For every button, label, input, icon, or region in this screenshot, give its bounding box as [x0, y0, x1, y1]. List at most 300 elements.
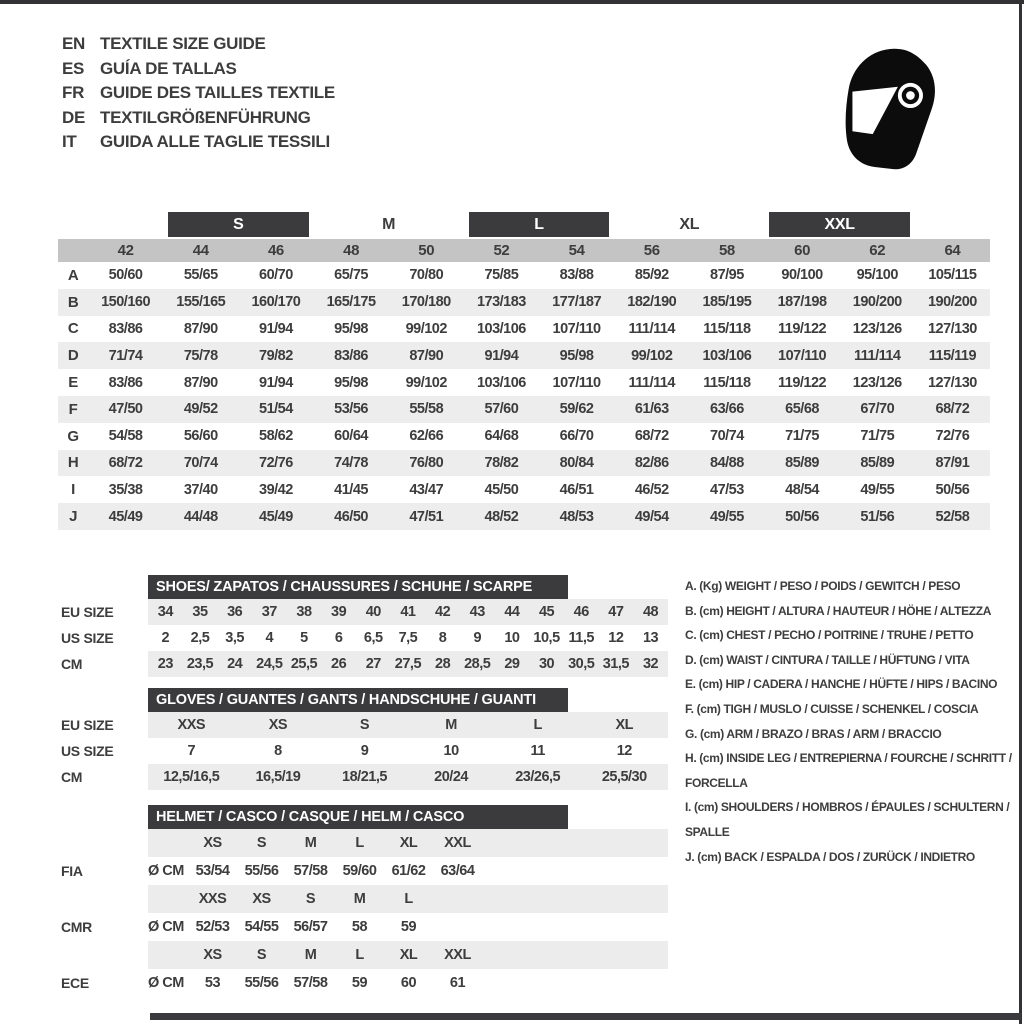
measurement-cell: 74/78 [334, 454, 368, 471]
measurement-cell: 103/106 [476, 320, 526, 337]
row-letter: J [69, 508, 77, 526]
sub-cell: 40 [365, 604, 381, 620]
helmet-value-cell: 59 [400, 919, 417, 935]
measurement-cell: 165/175 [326, 294, 376, 311]
sub-cell: 36 [227, 604, 243, 620]
size-group-m: M [382, 215, 396, 233]
language-code: DE [62, 107, 86, 127]
measurement-cell: 76/80 [409, 454, 444, 471]
sub-cell: 35 [192, 604, 208, 620]
measurement-cell: 103/106 [702, 347, 752, 364]
numeric-size: 64 [944, 242, 961, 259]
measurement-cell: 123/126 [852, 320, 902, 337]
right-border-line [1019, 0, 1022, 1024]
helmet-value-cell: 59 [351, 975, 368, 991]
numeric-size: 54 [568, 242, 585, 259]
row-letter: D [67, 347, 79, 365]
helmet-value-cell: 55/56 [244, 975, 279, 991]
helmet-value-cell: 56/57 [293, 919, 328, 935]
language-row [62, 130, 335, 155]
row-letter-spacer [58, 239, 88, 262]
measurement-cell: 87/95 [710, 267, 744, 284]
helmet-sizes-row [55, 829, 668, 857]
measurement-cell: 44/48 [183, 508, 218, 525]
measurement-cell: 107/110 [552, 320, 601, 337]
measurement-cell: 160/170 [251, 294, 301, 311]
helmet-size-label: S [256, 947, 267, 963]
helmet-size-label: XS [203, 835, 222, 851]
language-row [62, 106, 335, 131]
sub-cell: 10 [443, 743, 459, 759]
language-row [62, 81, 335, 106]
helmet-values-row [55, 969, 668, 997]
numeric-size: 60 [794, 242, 811, 259]
helmet-size-label: S [305, 891, 316, 907]
shoes-table [55, 575, 668, 677]
measurement-cell: 65/68 [785, 401, 819, 418]
sub-cell: 25,5 [290, 656, 318, 672]
sub-row [55, 625, 668, 651]
measurement-cell: 35/38 [108, 481, 143, 498]
helmet-values-row [55, 857, 668, 885]
sub-cell: 13 [642, 630, 659, 646]
sub-cell: 6,5 [363, 630, 383, 646]
measurement-cell: 155/165 [176, 294, 226, 311]
numeric-size: 42 [117, 242, 134, 259]
measurement-cell: 123/126 [852, 374, 902, 391]
measurement-cell: 75/78 [183, 347, 218, 364]
sub-cell: 11 [530, 743, 545, 759]
measurement-cell: 99/102 [631, 347, 673, 364]
sub-cell: 28,5 [464, 656, 491, 672]
legend-item: G. (cm) ARM / BRAZO / BRAS / ARM / BRACCIO [685, 726, 942, 741]
measurement-cell: 75/85 [484, 267, 519, 284]
measurement-cell: 58/62 [259, 428, 293, 445]
measurement-cell: 173/183 [476, 294, 526, 311]
helmet-table-title: HELMET / CASCO / CASQUE / HELM / CASCO [148, 805, 568, 829]
sub-cell: 30,5 [568, 656, 595, 672]
sub-cell: 48 [642, 604, 659, 620]
measurement-cell: 150/160 [101, 294, 151, 311]
helmet-size-label: XXS [198, 891, 227, 907]
sub-cell: 42 [435, 604, 451, 620]
measurement-cell: 170/180 [401, 294, 451, 311]
measurement-cell: 68/72 [935, 401, 970, 418]
measurement-cell: 62/66 [409, 428, 444, 445]
sub-cell: 47 [608, 604, 624, 620]
measurement-cell: 68/72 [108, 454, 143, 471]
measurement-cell: 80/84 [559, 454, 594, 471]
measurement-cell: 45/49 [259, 508, 293, 525]
sub-row-label: CM [61, 769, 83, 785]
measurement-cell: 85/89 [785, 454, 819, 471]
row-letter: H [67, 454, 79, 472]
measurement-cell: 82/86 [634, 454, 669, 471]
helmet-size-label: L [355, 835, 364, 851]
sub-row [55, 764, 668, 790]
measurement-cell: 91/94 [484, 347, 519, 364]
legend-item: F. (cm) TIGH / MUSLO / CUISSE / SCHENKEL / COSCIA [685, 701, 979, 716]
legend-item: C. (cm) CHEST / PECHO / POITRINE / TRUHE / PETTO [685, 628, 974, 643]
measurement-cell: 52/58 [935, 508, 970, 525]
helmet-value-cell: 59/60 [342, 863, 377, 879]
helmet-size-label: L [404, 891, 413, 907]
language-code: IT [62, 132, 77, 152]
measurement-cell: 187/198 [777, 294, 827, 311]
language-code: FR [62, 83, 85, 103]
sub-cell: 8 [438, 630, 447, 646]
sub-cell: XS [268, 717, 288, 733]
measurement-cell: 119/122 [778, 374, 827, 391]
helmet-size-label: XL [399, 947, 418, 963]
measurement-cell: 95/100 [856, 267, 898, 284]
measurement-cell: 87/91 [935, 454, 970, 471]
measurement-cell: 71/75 [785, 428, 819, 445]
helmet-standard-label: ECE [61, 975, 89, 991]
measurement-cell: 41/45 [334, 481, 368, 498]
sub-cell: 46 [573, 604, 589, 620]
helmet-size-label: L [355, 947, 364, 963]
size-row-j [58, 503, 990, 530]
helmet-sizes-row [55, 885, 668, 913]
measurement-cell: 111/114 [853, 347, 901, 364]
measurement-cell: 107/110 [552, 374, 601, 391]
helmet-standard-label: CMR [61, 919, 92, 935]
measurement-cell: 95/98 [334, 374, 368, 391]
sub-cell: 41 [400, 604, 416, 620]
measurement-cell: 45/49 [108, 508, 143, 525]
sub-cell: 9 [473, 630, 482, 646]
measurement-cell: 91/94 [259, 320, 293, 337]
helmet-table [55, 805, 668, 997]
helmet-value-cell: 58 [351, 919, 368, 935]
measurement-cell: 60/70 [259, 267, 293, 284]
gloves-rows [55, 712, 668, 790]
measurement-cell: 71/75 [860, 428, 895, 445]
sub-cell: 7 [187, 743, 196, 759]
sub-cell: 12 [608, 630, 624, 646]
sub-cell: XXS [177, 717, 206, 733]
measurement-cell: 83/86 [334, 347, 368, 364]
language-title: GUIDE DES TAILLES TEXTILE [100, 83, 335, 103]
size-group-band [58, 212, 990, 237]
measurement-cell: 46/52 [634, 481, 669, 498]
legend-item: A. (Kg) WEIGHT / PESO / POIDS / GEWITCH / PESO [685, 579, 961, 593]
measurement-cell: 51/54 [259, 401, 293, 418]
language-title: TEXTILGRÖßENFÜHRUNG [100, 107, 311, 127]
sub-cell: 32 [642, 656, 659, 672]
measurement-cell: 39/42 [259, 481, 293, 498]
helmet-size-label: XL [399, 835, 418, 851]
helmet-rows [55, 829, 668, 997]
measurement-cell: 185/195 [702, 294, 752, 311]
measurement-cell: 99/102 [405, 320, 447, 337]
measurement-cell: 115/118 [703, 320, 751, 337]
sub-row-label: EU SIZE [61, 717, 114, 733]
row-letter: B [67, 293, 79, 311]
size-group-xxl: XXL [769, 212, 909, 237]
measurement-cell: 85/92 [634, 267, 669, 284]
row-letter: A [67, 266, 79, 284]
measurement-cell: 190/200 [852, 294, 902, 311]
sub-cell: 29 [504, 656, 520, 672]
row-letter: G [67, 427, 79, 445]
top-border-line [0, 0, 1024, 4]
measurement-cell: 79/82 [259, 347, 293, 364]
sub-cell: 3,5 [225, 630, 244, 646]
measurement-cell: 49/52 [183, 401, 218, 418]
measurement-cell: 47/51 [409, 508, 444, 525]
gloves-table-title: GLOVES / GUANTES / GANTS / HANDSCHUHE / GUANTI [148, 688, 568, 712]
helmet-value-cell: 60 [400, 975, 417, 991]
measurement-cell: 48/53 [559, 508, 594, 525]
measurement-cell: 127/130 [927, 374, 977, 391]
measurement-cell: 68/72 [634, 428, 669, 445]
sub-cell: 30 [538, 656, 555, 672]
helmet-value-cell: 63/64 [440, 863, 475, 879]
legend-item: I. (cm) SHOULDERS / HOMBROS / ÉPAULES / SCHULTERN / SPALLE [685, 800, 1010, 839]
helmet-value-cell: 61 [449, 975, 466, 991]
language-row [62, 57, 335, 82]
size-group-xl: XL [679, 215, 700, 233]
size-group-l: L [469, 212, 609, 237]
sub-cell: 10,5 [533, 630, 560, 646]
sub-cell: 34 [157, 604, 173, 620]
measurement-cell: 37/40 [183, 481, 218, 498]
size-row-g [58, 423, 990, 450]
sub-cell: 23/26,5 [515, 769, 561, 785]
helmet-unit-label: Ø CM [148, 863, 184, 879]
size-row-a [58, 262, 990, 289]
numeric-size: 44 [192, 242, 209, 259]
measurement-cell: 46/51 [559, 481, 594, 498]
sub-cell: 10 [504, 630, 520, 646]
measurement-cell: 103/106 [476, 374, 526, 391]
sub-cell: 4 [265, 630, 274, 646]
racing-helmet-icon [836, 40, 952, 178]
language-row [62, 32, 335, 57]
numeric-size-row [58, 239, 990, 262]
sub-cell: 11,5 [568, 630, 594, 646]
measurement-legend [685, 574, 1016, 869]
sub-cell: 27,5 [394, 656, 422, 672]
measurement-cell: 72/76 [935, 428, 970, 445]
language-title: GUÍA DE TALLAS [100, 58, 237, 78]
measurement-cell: 48/54 [785, 481, 819, 498]
measurement-cell: 95/98 [334, 320, 368, 337]
legend-item: E. (cm) HIP / CADERA / HANCHE / HÜFTE / HIPS / BACINO [685, 677, 998, 692]
helmet-size-label: XXL [444, 947, 471, 963]
measurement-cell: 46/50 [334, 508, 368, 525]
size-row-b [58, 289, 990, 316]
helmet-value-cell: 54/55 [244, 919, 279, 935]
numeric-size: 48 [343, 242, 360, 259]
sub-row [55, 651, 668, 677]
sub-cell: 6 [334, 630, 343, 646]
measurement-cell: 70/74 [183, 454, 218, 471]
sub-row-label: US SIZE [61, 743, 114, 759]
measurement-cell: 65/75 [334, 267, 368, 284]
helmet-value-cell: 57/58 [293, 975, 328, 991]
measurement-cell: 70/80 [409, 267, 444, 284]
size-row-h [58, 450, 990, 477]
legend-item: B. (cm) HEIGHT / ALTURA / HAUTEUR / HÖHE / ALTEZZA [685, 603, 992, 618]
helmet-size-label: XS [203, 947, 222, 963]
measurement-cell: 72/76 [259, 454, 293, 471]
sub-cell: 18/21,5 [342, 769, 387, 785]
size-group-s: S [168, 212, 308, 237]
sub-cell: 44 [504, 604, 520, 620]
sub-cell: M [445, 717, 457, 733]
helmet-size-label: M [353, 891, 366, 907]
sub-cell: 27 [365, 656, 381, 672]
language-code: EN [62, 34, 86, 53]
measurement-cell: 83/88 [559, 267, 594, 284]
sub-cell: 12 [616, 743, 632, 759]
measurement-cell: 49/55 [860, 481, 895, 498]
sub-cell: 39 [331, 604, 347, 620]
sub-cell: 9 [360, 743, 369, 759]
helmet-value-cell: 53/54 [195, 863, 230, 879]
sub-cell: 2,5 [190, 630, 210, 646]
helmet-sizes-row [55, 941, 668, 969]
measurement-cell: 47/53 [710, 481, 744, 498]
row-letter: I [71, 481, 75, 499]
numeric-size: 46 [267, 242, 284, 259]
sub-cell: L [533, 717, 542, 733]
sub-row [55, 712, 668, 738]
size-row-f [58, 396, 990, 423]
helmet-unit-label: Ø CM [148, 975, 184, 991]
sub-cell: XL [615, 717, 634, 733]
size-row-e [58, 369, 990, 396]
measurement-cell: 56/60 [183, 428, 218, 445]
gloves-table [55, 688, 668, 790]
measurement-cell: 111/114 [628, 320, 675, 337]
measurement-cell: 177/187 [552, 294, 602, 311]
measurement-cell: 99/102 [405, 374, 447, 391]
measurement-cell: 47/50 [108, 401, 143, 418]
sub-row-label: EU SIZE [61, 604, 114, 620]
sub-cell: 23 [157, 656, 173, 672]
helmet-size-label: S [256, 835, 267, 851]
measurement-cell: 64/68 [484, 428, 519, 445]
measurement-cell: 91/94 [259, 374, 293, 391]
row-letter: E [68, 374, 78, 392]
measurement-cell: 111/114 [628, 374, 675, 391]
measurement-cell: 119/122 [778, 320, 827, 337]
language-title: TEXTILE SIZE GUIDE [100, 34, 266, 53]
measurement-cell: 115/118 [703, 374, 751, 391]
measurement-cell: 83/86 [108, 374, 143, 391]
legend-item: H. (cm) INSIDE LEG / ENTREPIERNA / FOURCHE / SCHRITT / FORCELLA [685, 751, 1012, 790]
measurement-cell: 105/115 [928, 267, 977, 284]
helmet-value-cell: 55/56 [244, 863, 279, 879]
measurement-cell: 43/47 [409, 481, 444, 498]
measurement-cell: 87/90 [183, 320, 218, 337]
sub-cell: 28 [435, 656, 451, 672]
measurement-cell: 50/56 [785, 508, 819, 525]
numeric-size: 50 [418, 242, 435, 259]
sub-cell: 2 [161, 630, 170, 646]
size-row-c [58, 316, 990, 343]
measurement-cell: 182/190 [627, 294, 677, 311]
language-title: GUIDA ALLE TAGLIE TESSILI [100, 132, 330, 152]
measurement-cell: 50/60 [108, 267, 143, 284]
sub-cell: 5 [300, 630, 308, 646]
measurement-cell: 115/119 [928, 347, 977, 364]
measurement-cell: 55/58 [409, 401, 444, 418]
sub-row-label: CM [61, 656, 83, 672]
measurement-cell: 83/86 [108, 320, 143, 337]
measurement-cell: 70/74 [710, 428, 744, 445]
sub-cell: 37 [261, 604, 277, 620]
measurement-cell: 54/58 [108, 428, 143, 445]
sub-cell: 25,5/30 [601, 769, 647, 785]
shoes-table-title: SHOES/ ZAPATOS / CHAUSSURES / SCHUHE / SCARPE [148, 575, 568, 599]
measurement-cell: 45/50 [484, 481, 519, 498]
measurement-cell: 55/65 [183, 267, 218, 284]
measurement-cell: 59/62 [559, 401, 594, 418]
helmet-size-label: M [304, 947, 317, 963]
measurement-cell: 48/52 [484, 508, 519, 525]
language-title-list [62, 32, 335, 155]
sub-cell: 16,5/19 [255, 769, 301, 785]
sub-cell: 20/24 [434, 769, 468, 785]
measurement-cell: 66/70 [559, 428, 594, 445]
numeric-size: 56 [643, 242, 660, 259]
measurement-cell: 90/100 [781, 267, 823, 284]
measurement-cell: 78/82 [484, 454, 519, 471]
row-letter: F [68, 400, 78, 418]
measurement-cell: 67/70 [860, 401, 895, 418]
sub-cell: 26 [331, 656, 347, 672]
measurement-cell: 87/90 [183, 374, 218, 391]
helmet-value-cell: 61/62 [391, 863, 426, 879]
measurement-cell: 71/74 [108, 347, 143, 364]
measurement-cell: 190/200 [927, 294, 977, 311]
helmet-unit-label: Ø CM [148, 919, 184, 935]
row-letter: C [67, 320, 79, 338]
legend-item: J. (cm) BACK / ESPALDA / DOS / ZURÜCK / INDIETRO [685, 849, 975, 864]
language-code: ES [62, 58, 85, 78]
measurement-cell: 51/56 [860, 508, 895, 525]
measurement-cell: 84/88 [710, 454, 744, 471]
measurement-cell: 87/90 [409, 347, 444, 364]
measurement-cell: 63/66 [710, 401, 744, 418]
helmet-value-cell: 53 [204, 975, 221, 991]
measurement-cell: 50/56 [935, 481, 970, 498]
sub-cell: 43 [469, 604, 485, 620]
measurement-cell: 61/63 [634, 401, 669, 418]
helmet-size-label: XXL [444, 835, 471, 851]
sub-row-label: US SIZE [61, 630, 114, 646]
helmet-values-row [55, 913, 668, 941]
measurement-cell: 60/64 [334, 428, 368, 445]
helmet-value-cell: 57/58 [293, 863, 328, 879]
sub-cell: 45 [538, 604, 555, 620]
measurement-cell: 107/110 [778, 347, 827, 364]
helmet-size-label: M [304, 835, 317, 851]
helmet-size-label: XS [252, 891, 271, 907]
sub-row [55, 738, 668, 764]
sub-row [55, 599, 668, 625]
sub-cell: 31,5 [602, 656, 629, 672]
measurement-rows [58, 262, 990, 530]
sub-cell: 24,5 [256, 656, 283, 672]
sub-cell: 23,5 [186, 656, 214, 672]
numeric-size: 52 [493, 242, 510, 259]
